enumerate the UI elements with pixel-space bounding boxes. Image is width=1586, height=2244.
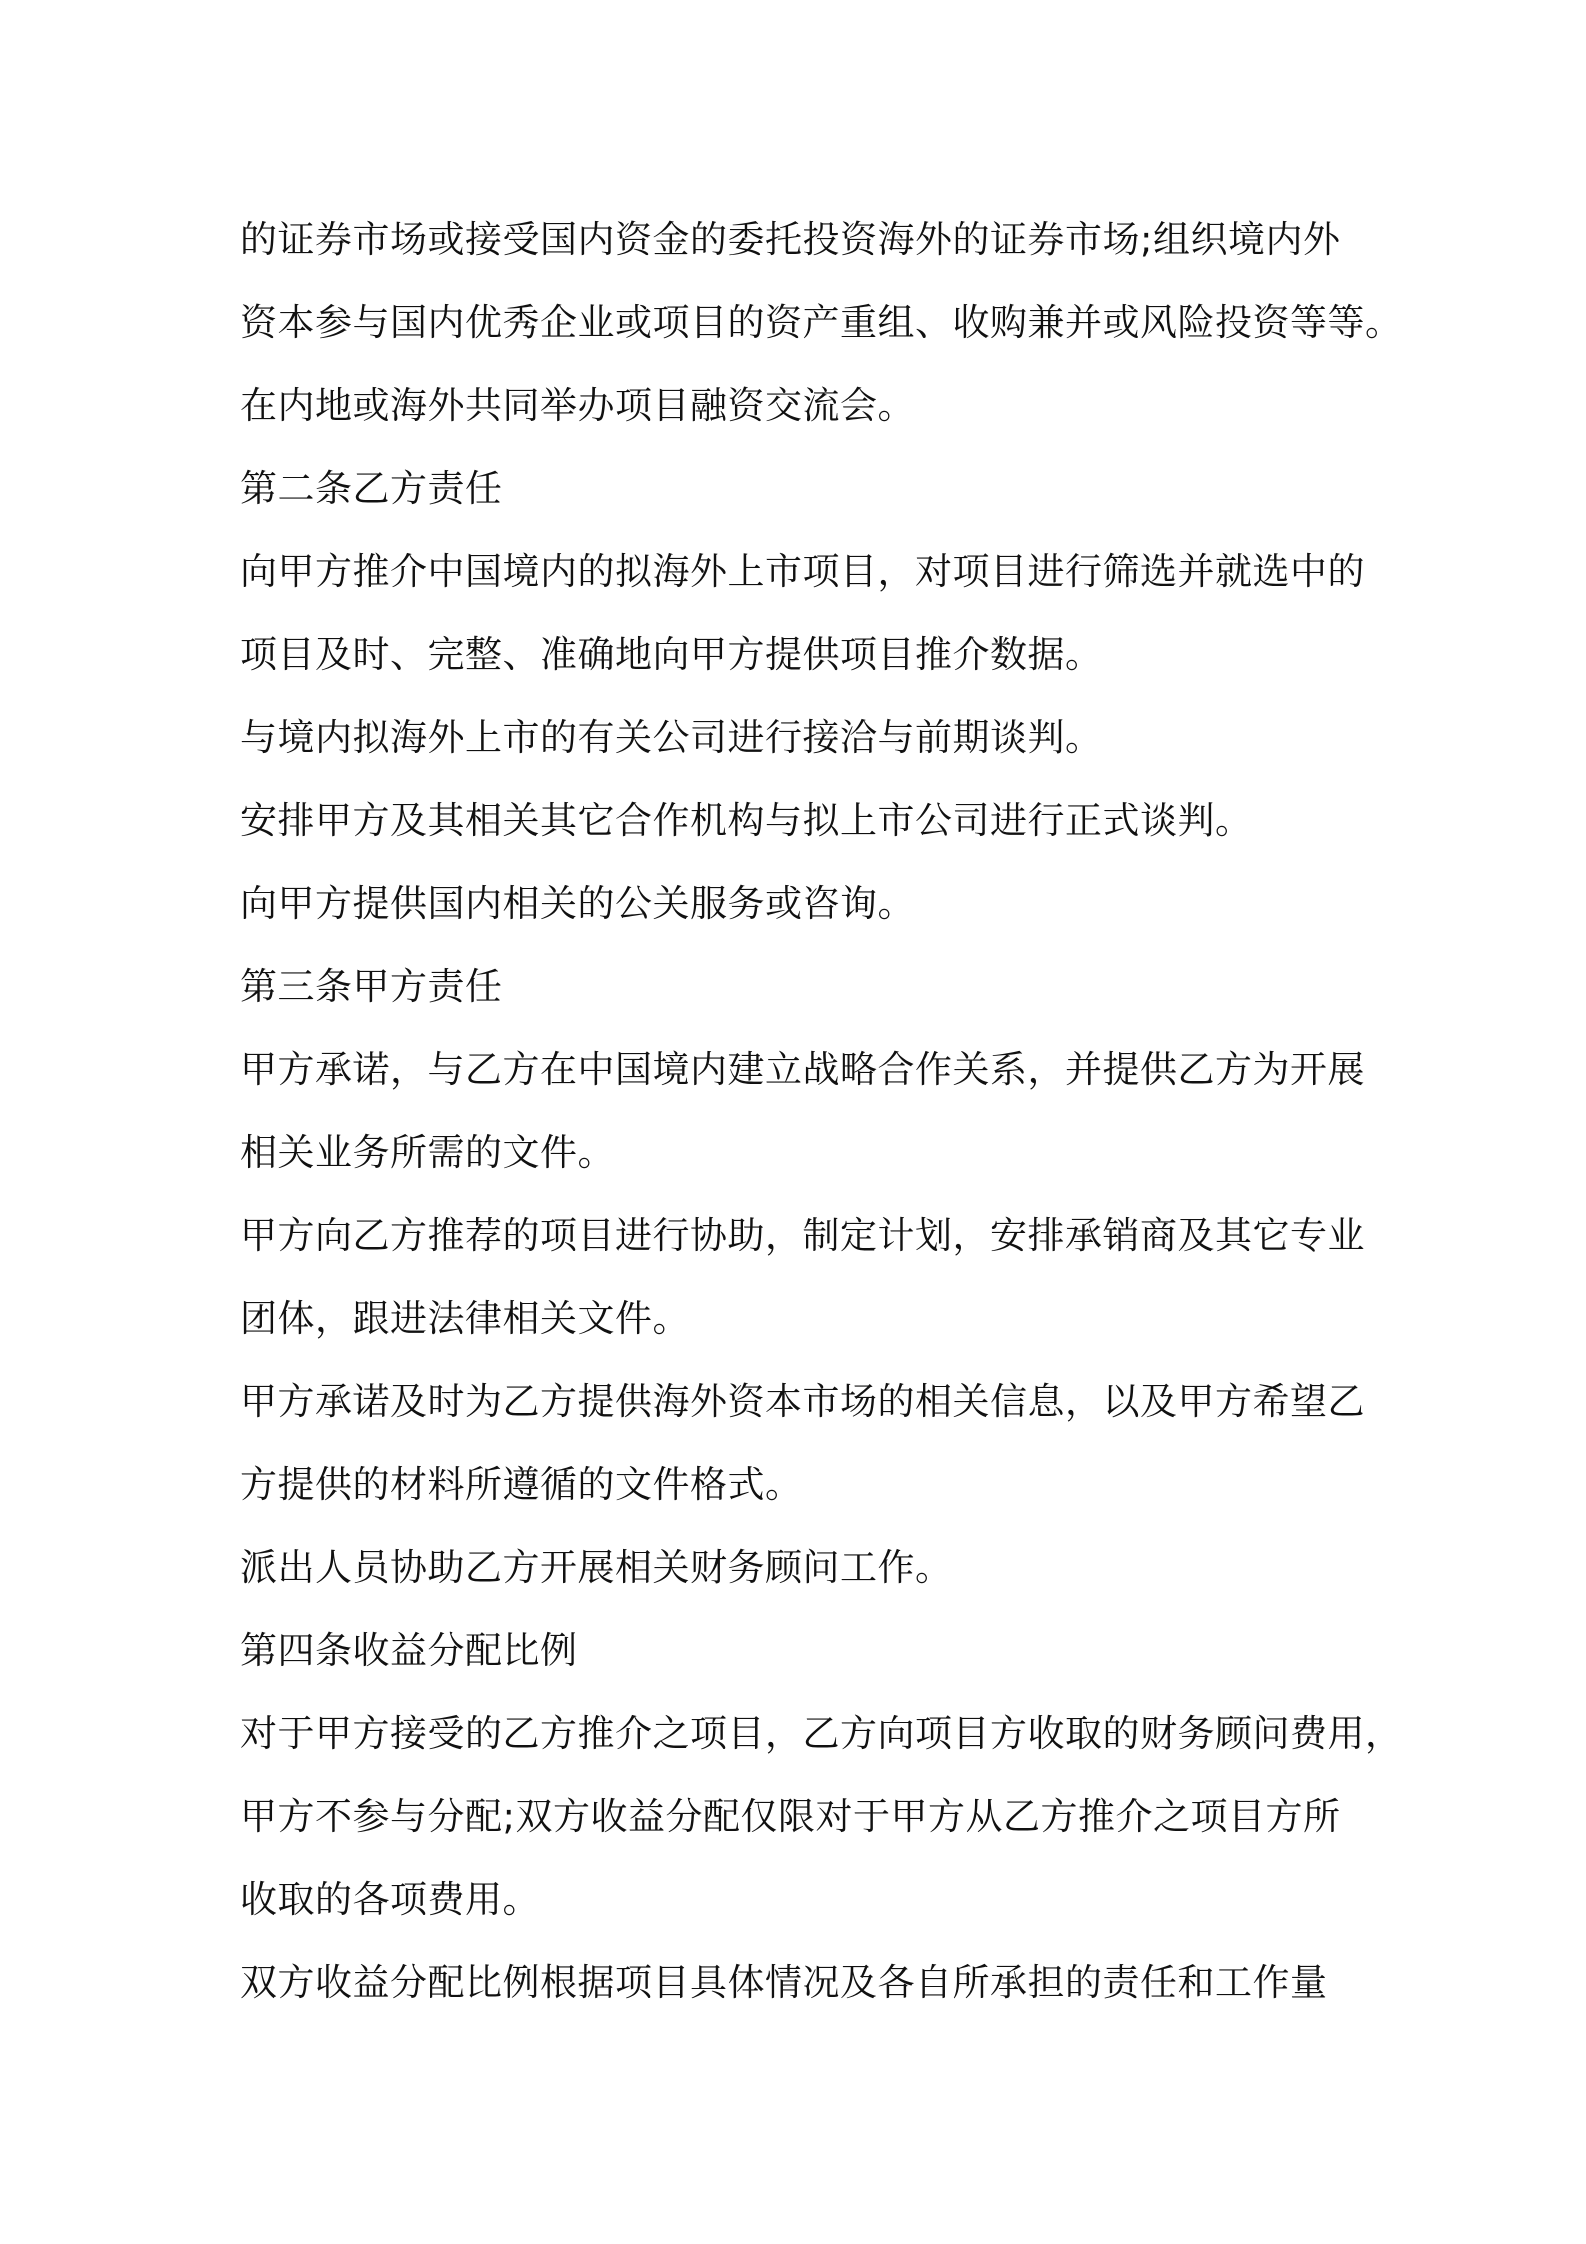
text-line: 甲方承诺，与乙方在中国境内建立战略合作关系，并提供乙方为开展 <box>240 1048 1365 1091</box>
text-line: 的证券市场或接受国内资金的委托投资海外的证券市场;组织境内外 <box>240 218 1341 261</box>
text-line: 向甲方推介中国境内的拟海外上市项目，对项目进行筛选并就选中的 <box>240 550 1365 593</box>
text-line: 与境内拟海外上市的有关公司进行接洽与前期谈判。 <box>240 716 1103 759</box>
text-line: 甲方向乙方推荐的项目进行协助，制定计划，安排承销商及其它专业 <box>240 1214 1365 1257</box>
text-line: 方提供的材料所遵循的文件格式。 <box>240 1463 803 1506</box>
section-heading: 第四条收益分配比例 <box>240 1629 578 1672</box>
text-line: 相关业务所需的文件。 <box>240 1131 615 1174</box>
text-line: 双方收益分配比例根据项目具体情况及各自所承担的责任和工作量 <box>240 1961 1328 2004</box>
section-heading: 第三条甲方责任 <box>240 965 503 1008</box>
text-line: 收取的各项费用。 <box>240 1878 540 1921</box>
section-heading: 第二条乙方责任 <box>240 467 503 510</box>
text-line: 对于甲方接受的乙方推介之项目，乙方向项目方收取的财务顾问费用， <box>240 1712 1403 1755</box>
text-line: 团体，跟进法律相关文件。 <box>240 1297 690 1340</box>
text-line: 甲方不参与分配;双方收益分配仅限对于甲方从乙方推介之项目方所 <box>240 1795 1341 1838</box>
text-line: 资本参与国内优秀企业或项目的资产重组、收购兼并或风险投资等等。 <box>240 301 1403 344</box>
text-line: 甲方承诺及时为乙方提供海外资本市场的相关信息，以及甲方希望乙 <box>240 1380 1365 1423</box>
text-line: 在内地或海外共同举办项目融资交流会。 <box>240 384 915 427</box>
text-line: 派出人员协助乙方开展相关财务顾问工作。 <box>240 1546 953 1589</box>
text-line: 安排甲方及其相关其它合作机构与拟上市公司进行正式谈判。 <box>240 799 1253 842</box>
text-line: 向甲方提供国内相关的公关服务或咨询。 <box>240 882 915 925</box>
text-line: 项目及时、完整、准确地向甲方提供项目推介数据。 <box>240 633 1103 676</box>
document-body <box>240 198 1403 2024</box>
